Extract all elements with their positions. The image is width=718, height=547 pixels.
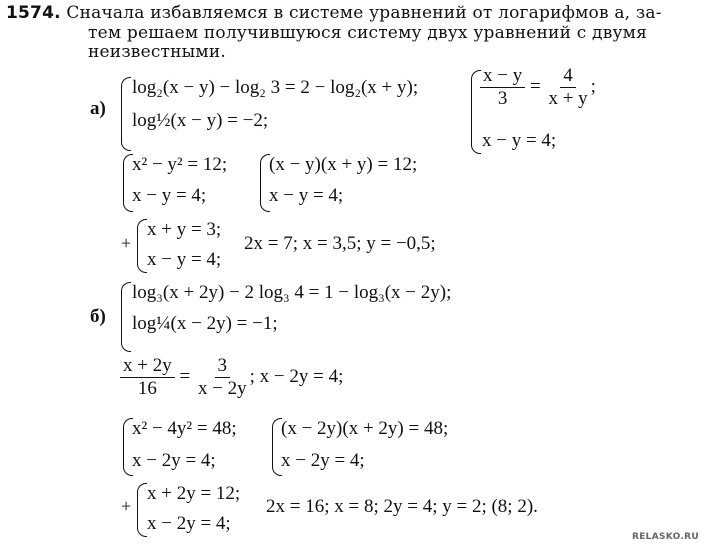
b-frac-2-den: x − 2y xyxy=(197,378,247,399)
part-a-label: а) xyxy=(90,98,106,119)
b-frac-1 xyxy=(120,356,175,399)
intro-line-1: 1574. Сначала избавляемся в системе уравнений от логарифмов а, за- xyxy=(6,3,662,23)
b-sys1-eq1: log₃(x + 2y) − 2 log₃ 4 = 1 − log₃(x − 2y); xyxy=(132,282,452,303)
brace-b4 xyxy=(137,483,147,537)
a-sys3-eq1: x² − y² = 12; xyxy=(132,154,228,175)
brace-a5 xyxy=(137,219,147,273)
intro-text-2: тем решаем получившуюся систему двух уравнений с двумя xyxy=(88,23,648,43)
watermark: RELASKO.RU xyxy=(632,532,699,542)
b-eq-sign: = xyxy=(179,365,191,387)
a-sys2-end: ; xyxy=(590,75,596,97)
b-sys4-eq1: x + 2y = 12; xyxy=(147,483,241,504)
a-result: 2x = 7; x = 3,5; y = −0,5; xyxy=(244,233,436,254)
brace-a1 xyxy=(121,77,131,151)
brace-b1 xyxy=(121,282,131,352)
a-frac-2 xyxy=(545,66,590,109)
b-sys4-eq2: x − 2y = 4; xyxy=(147,513,231,534)
a-plus-sign: + xyxy=(121,233,132,253)
a-sys3-eq2: x − y = 4; xyxy=(132,185,207,206)
b-sys3-eq1: (x − 2y)(x + 2y) = 48; xyxy=(281,418,449,439)
b-frac-1-num: x + 2y xyxy=(120,356,175,378)
a-frac-1 xyxy=(480,66,525,109)
a-frac-2-den: x + y xyxy=(548,88,588,109)
a-eq-sign: = xyxy=(529,75,541,97)
b-tail: ; x − 2y = 4; xyxy=(249,365,344,387)
b-sys2-eq2: x − 2y = 4; xyxy=(132,450,216,471)
a-sys4-eq2: x − y = 4; xyxy=(269,185,344,206)
a-sys1-eq1: log₂(x − y) − log₂ 3 = 2 − log₂(x + y); xyxy=(132,77,419,98)
b-sys2-eq1: x² − 4y² = 48; xyxy=(132,418,237,439)
a-frac-2-num: 4 xyxy=(560,66,576,88)
a-sys4-eq1: (x − y)(x + y) = 12; xyxy=(269,154,418,175)
problem-number: 1574 xyxy=(6,3,55,23)
part-b-label: б) xyxy=(90,306,106,327)
a-sys5-eq2: x − y = 4; xyxy=(147,249,222,270)
intro-text-1: Сначала избавляемся в системе уравнений от логарифмов а, за- xyxy=(66,3,662,23)
a-frac-1-den: 3 xyxy=(497,88,508,109)
a-sys2-eq1 xyxy=(480,66,596,109)
intro-text-3: неизвестными. xyxy=(88,42,226,62)
a-sys5-eq1: x + y = 3; xyxy=(147,219,222,240)
b-fraction-line xyxy=(120,356,343,399)
b-sys1-eq2: log¼(x − 2y) = −1; xyxy=(132,313,278,334)
a-sys1-eq2: log½(x − y) = −2; xyxy=(132,110,269,131)
b-result: 2x = 16; x = 8; 2y = 4; y = 2; (8; 2). xyxy=(266,496,538,517)
b-sys3-eq2: x − 2y = 4; xyxy=(281,450,365,471)
a-frac-1-num: x − y xyxy=(480,66,525,88)
b-plus-sign: + xyxy=(121,496,132,516)
b-frac-1-den: 16 xyxy=(137,378,157,399)
b-frac-2 xyxy=(195,356,250,399)
a-sys2-eq2: x − y = 4; xyxy=(482,130,557,151)
b-frac-2-num: 3 xyxy=(215,356,231,378)
